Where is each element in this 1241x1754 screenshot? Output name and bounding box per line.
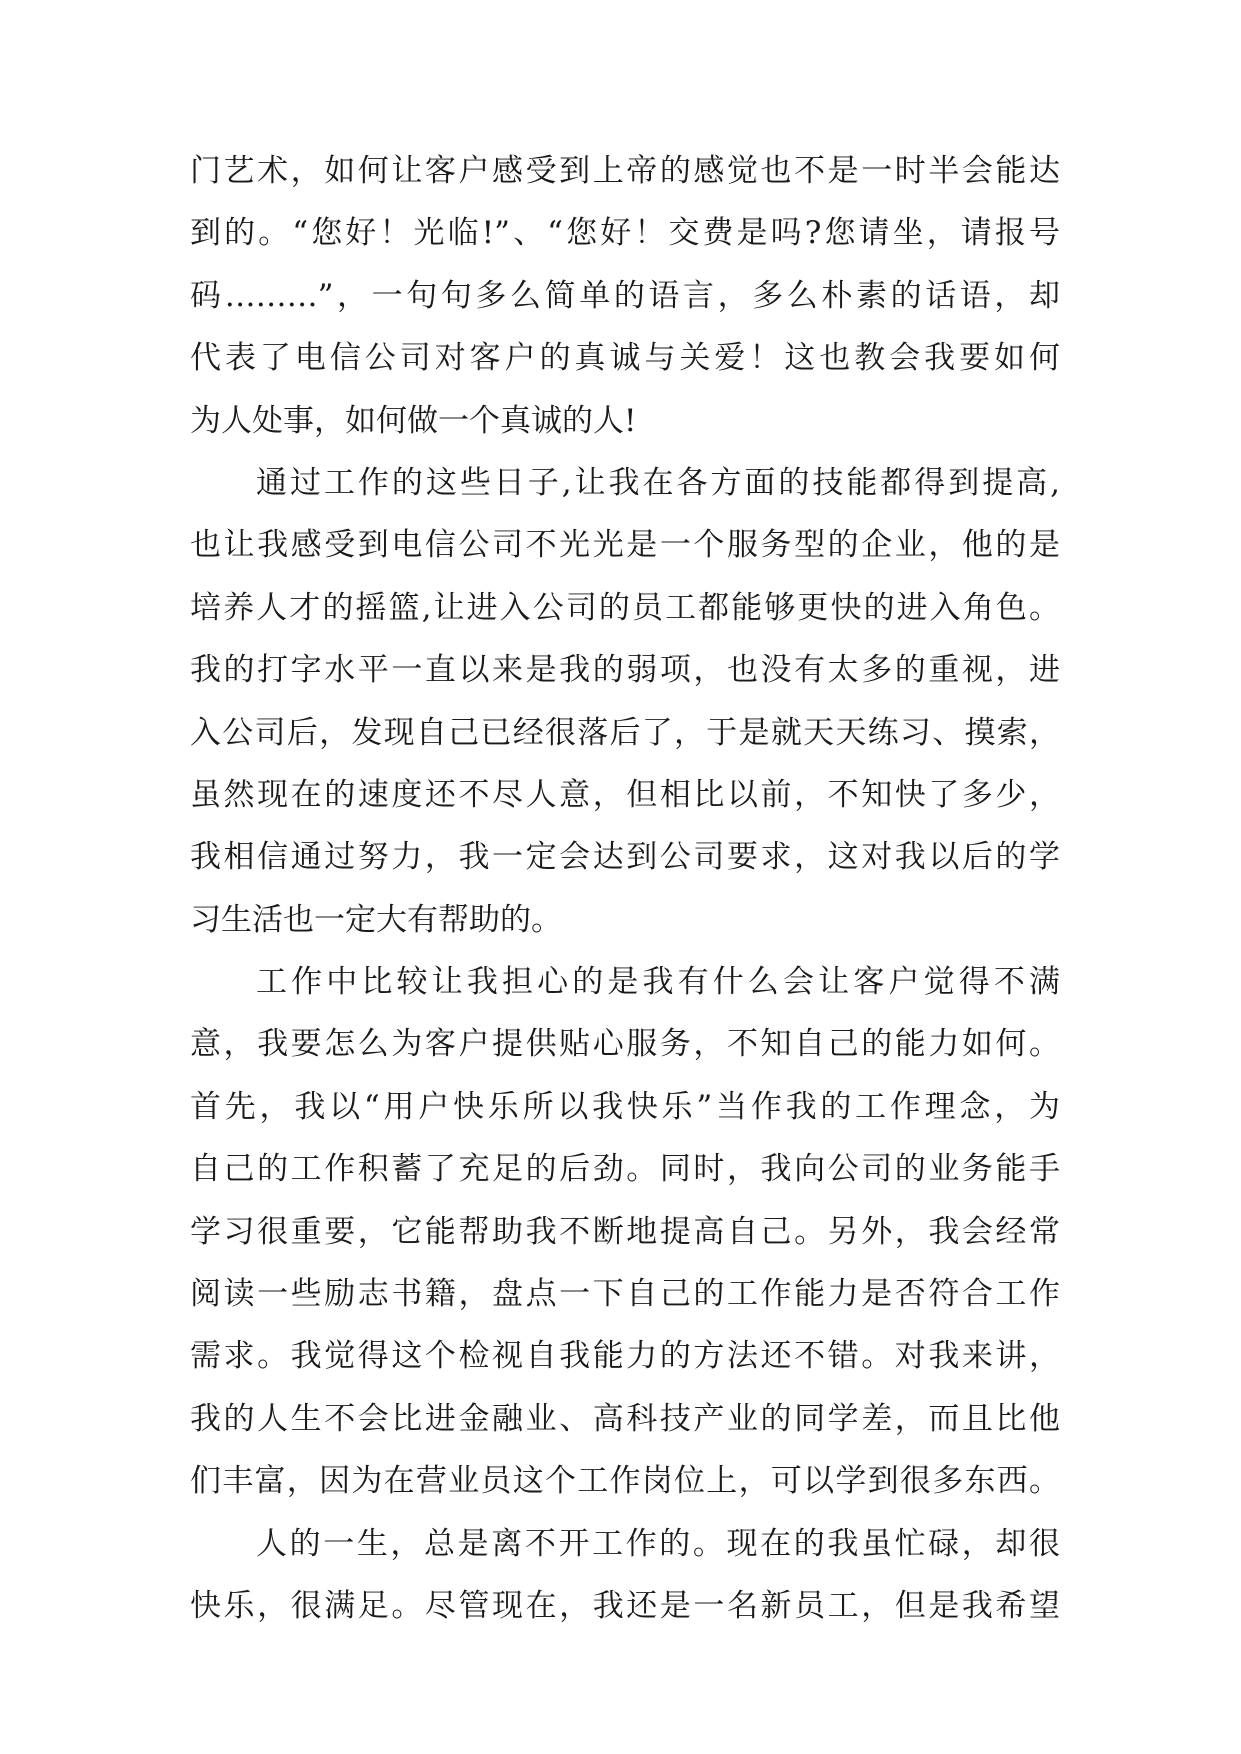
text-line: 人的一生，总是离不开工作的。现在的我虽忙碌，却很 — [256, 1525, 1060, 1562]
text-line: 培养人才的摇篮,让进入公司的员工都能够更快的进入角色。 — [190, 589, 1060, 626]
text-line: 到的。“您好！光临!”、“您好！交费是吗?您请坐，请报号 — [190, 215, 1060, 252]
text-line: 快乐，很满足。尽管现在，我还是一名新员工，但是我希望 — [190, 1587, 1060, 1624]
text-line: 首先，我以“用户快乐所以我快乐”当作我的工作理念，为 — [190, 1088, 1060, 1125]
text-line: 我的人生不会比进金融业、高科技产业的同学差，而且比他 — [190, 1400, 1060, 1437]
text-line: 习生活也一定大有帮助的。 — [190, 901, 562, 938]
text-line: 阅读一些励志书籍，盘点一下自己的工作能力是否符合工作 — [190, 1276, 1060, 1313]
text-line: 我的打字水平一直以来是我的弱项，也没有太多的重视，进 — [190, 652, 1060, 689]
text-line: 们丰富，因为在营业员这个工作岗位上，可以学到很多东西。 — [190, 1463, 1060, 1500]
text-line: 工作中比较让我担心的是我有什么会让客户觉得不满 — [256, 964, 1060, 1001]
text-line: 通过工作的这些日子,让我在各方面的技能都得到提高, — [256, 464, 1060, 501]
text-line: 为人处事，如何做一个真诚的人! — [190, 402, 637, 439]
text-line: 我相信通过努力，我一定会达到公司要求，这对我以后的学 — [190, 839, 1060, 876]
text-line: 学习很重要，它能帮助我不断地提高自己。另外，我会经常 — [190, 1213, 1060, 1250]
text-line: 代表了电信公司对客户的真诚与关爱！这也教会我要如何 — [190, 340, 1060, 377]
text-line: 门艺术，如何让客户感受到上帝的感觉也不是一时半会能达 — [190, 153, 1060, 189]
text-line: 虽然现在的速度还不尽人意，但相比以前，不知快了多少， — [190, 776, 1060, 813]
body-text — [190, 140, 1060, 1637]
text-line: 码………”，一句句多么简单的语言，多么朴素的话语，却 — [190, 277, 1060, 314]
text-line: 也让我感受到电信公司不光光是一个服务型的企业，他的是 — [190, 527, 1060, 564]
text-line: 自己的工作积蓄了充足的后劲。同时，我向公司的业务能手 — [190, 1151, 1060, 1188]
text-line: 需求。我觉得这个检视自我能力的方法还不错。对我来讲， — [190, 1338, 1060, 1375]
text-line: 意，我要怎么为客户提供贴心服务，不知自己的能力如何。 — [190, 1026, 1060, 1063]
text-line: 入公司后，发现自己已经很落后了，于是就天天练习、摸索， — [190, 714, 1060, 751]
